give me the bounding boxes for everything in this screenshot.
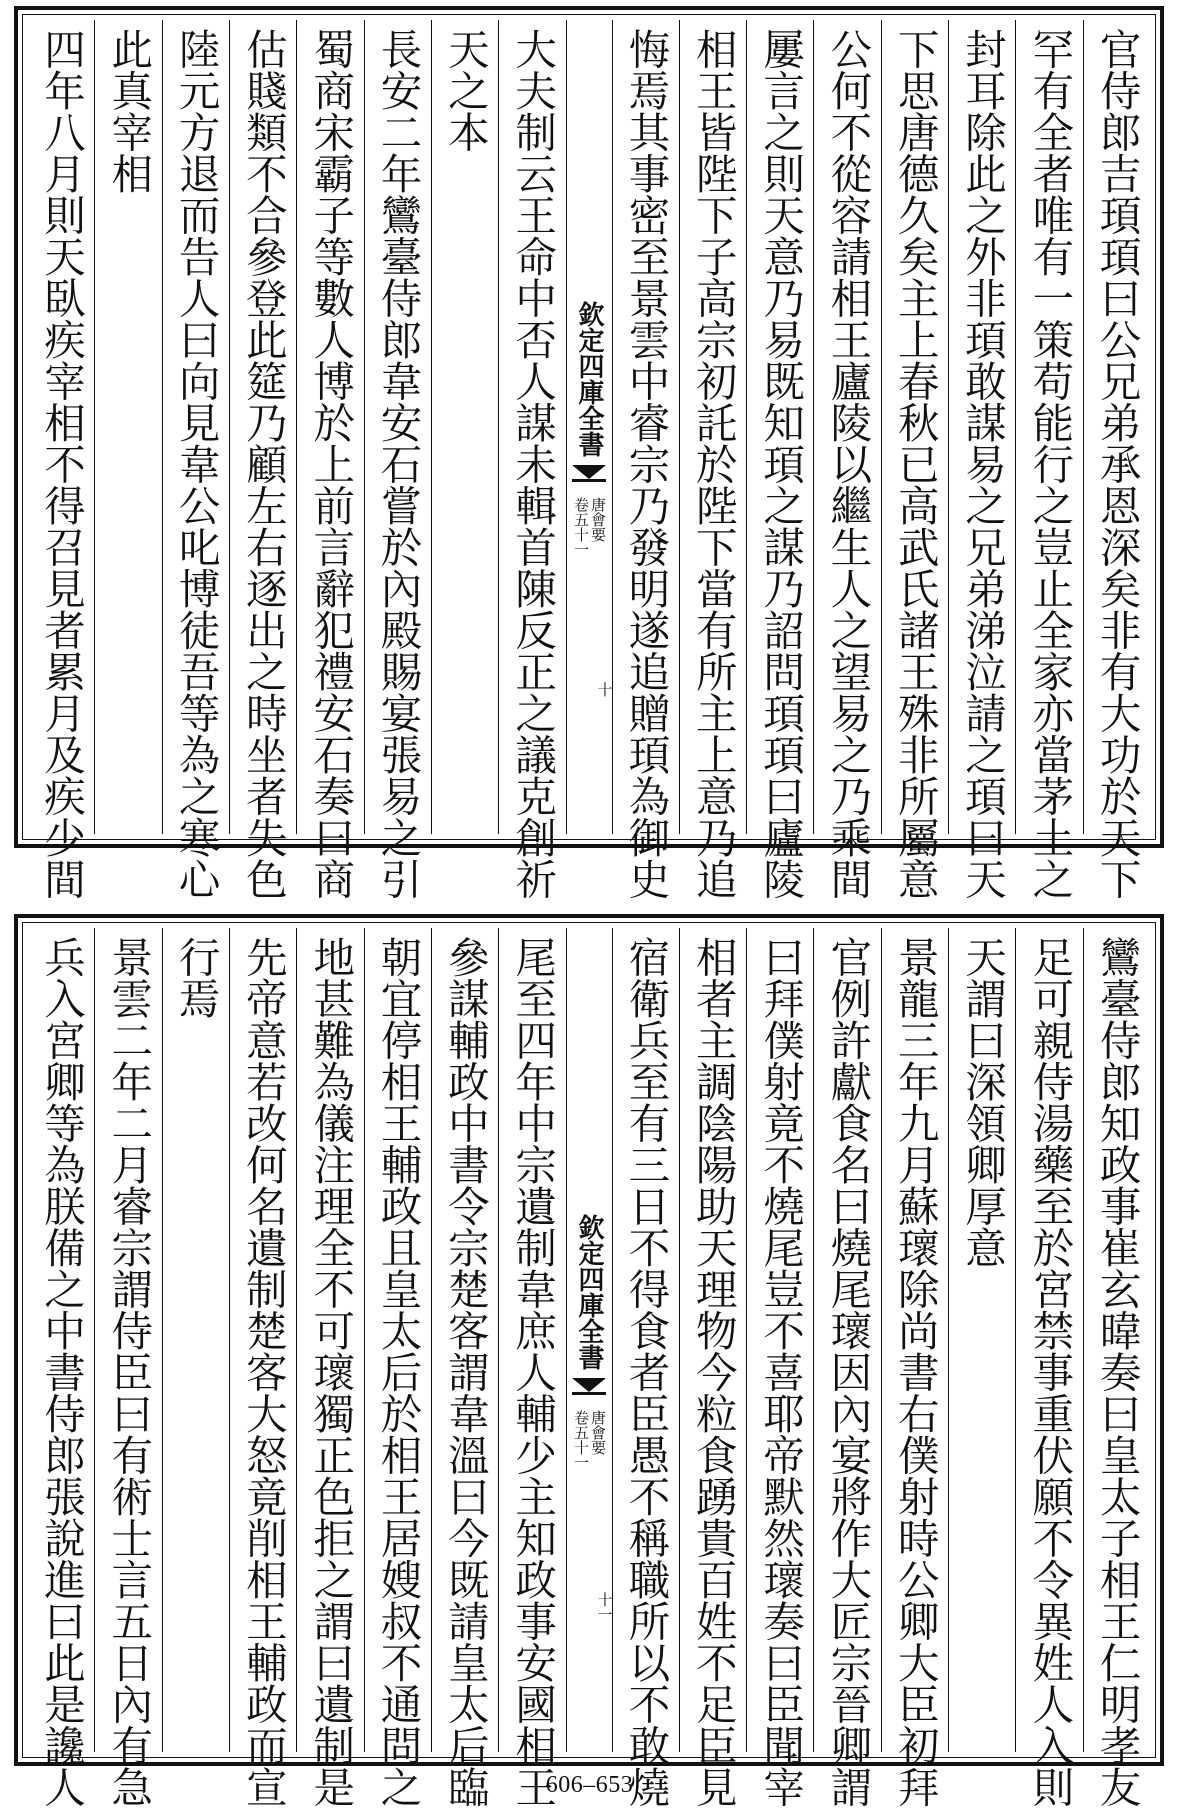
footer-page-ref: 606–653 <box>545 1772 634 1798</box>
column-text: 相王皆陛下子高宗初託於陛下當有所主上意乃追 <box>688 28 738 900</box>
column-text: 蜀商宋霸子等數人博於上前言辭犯禮安石奏曰商 <box>306 28 356 900</box>
text-column <box>162 928 229 1752</box>
book-title: 欽定四庫全書 <box>574 301 604 457</box>
page-number: 十 <box>595 682 614 697</box>
text-column <box>94 928 161 1808</box>
column-text: 地甚難為儀注理全不可瓌獨正色拒之謂曰遺制是 <box>306 936 356 1808</box>
column-text: 鸞臺侍郎知政事崔玄暐奏曰皇太子相王仁明孝友 <box>1092 936 1142 1808</box>
text-column <box>229 928 296 1808</box>
text-column <box>1083 20 1150 900</box>
column-text: 景龍三年九月蘇瓌除尚書右僕射時公卿大臣初拜 <box>890 936 940 1808</box>
text-column <box>431 928 498 1808</box>
text-column <box>948 20 1015 900</box>
column-text: 長安二年鸞臺侍郎韋安石嘗於內殿賜宴張易之引 <box>373 28 423 900</box>
chapter-info <box>573 1410 605 1470</box>
column-text: 景雲二年二月睿宗謂侍臣曰有術士言五日內有急 <box>104 936 154 1808</box>
center-fold <box>566 928 612 1752</box>
column-text: 罕有全者唯有一策苟能行之豈止全家亦當茅土之 <box>1025 28 1075 900</box>
column-text: 大夫制云王命中否人謀未輯首陳反正之議克創祈 <box>508 28 558 900</box>
text-column <box>162 20 229 900</box>
chapter-info <box>573 497 605 557</box>
text-column <box>296 20 363 900</box>
text-column <box>948 928 1015 1752</box>
top-page <box>14 6 1164 900</box>
page-number: 十一 <box>595 1592 614 1622</box>
text-column <box>881 928 948 1808</box>
volume-number: 卷五十一 <box>572 497 590 557</box>
fish-tail-icon <box>572 1378 606 1404</box>
column-text: 行焉 <box>171 936 221 1019</box>
book-name: 唐會要 <box>589 1410 607 1455</box>
text-column <box>612 928 679 1808</box>
column-text: 屢言之則天意乃易既知頊之謀乃詔問頊頊曰廬陵 <box>756 28 806 900</box>
text-column <box>364 928 431 1808</box>
column-text: 尾至四年中宗遺制韋庶人輔少主知政事安國相王 <box>508 936 558 1808</box>
column-text: 官侍郎吉頊頊曰公兄弟承恩深矣非有大功於天下 <box>1092 28 1142 900</box>
text-column <box>679 20 746 900</box>
column-text: 陸元方退而告人曰向見韋公叱博徒吾等為之寒心 <box>171 28 221 900</box>
text-column <box>296 928 363 1808</box>
text-column <box>881 20 948 900</box>
column-text: 天之本 <box>440 28 490 153</box>
book-name: 唐會要 <box>589 497 607 542</box>
text-column <box>28 20 94 900</box>
text-column <box>28 928 94 1808</box>
text-column <box>746 928 813 1808</box>
column-text: 先帝意若改何名遺制楚客大怒竟削相王輔政而宣 <box>238 936 288 1808</box>
column-text: 相者主調陰陽助天理物今粒食踴貴百姓不足臣見 <box>688 936 738 1808</box>
fish-tail-icon <box>572 465 606 491</box>
column-text: 悔焉其事密至景雲中睿宗乃發明遂追贈頊為御史 <box>621 28 671 900</box>
center-fold <box>566 20 612 834</box>
text-column <box>229 20 296 900</box>
column-text: 封耳除此之外非頊敢謀易之兄弟涕泣請之頊曰天 <box>958 28 1008 900</box>
text-column <box>1015 20 1082 900</box>
text-column <box>364 20 431 900</box>
text-column <box>813 20 880 900</box>
column-text: 估賤類不合參登此筵乃顧左右逐出之時坐者失色 <box>238 28 288 900</box>
column-text: 四年八月則天臥疾宰相不得召見者累月及疾少間 <box>36 28 86 900</box>
top-columns <box>28 20 1150 900</box>
text-column <box>813 928 880 1808</box>
text-column <box>498 20 565 900</box>
column-text: 天謂曰深領卿厚意 <box>958 936 1008 1268</box>
text-column <box>1015 928 1082 1808</box>
column-text: 曰拜僕射竟不燒尾豈不喜耶帝默然瓌奏曰臣聞宰 <box>756 936 806 1808</box>
column-text: 公何不從容請相王廬陵以繼生人之望易之乃乘間 <box>823 28 873 900</box>
book-title: 欽定四庫全書 <box>574 1214 604 1370</box>
text-column <box>431 20 498 834</box>
text-column <box>1083 928 1150 1808</box>
column-text: 此真宰相 <box>104 28 154 194</box>
column-text: 官例許獻食名曰燒尾瓌因內宴將作大匠宗晉卿謂 <box>823 936 873 1808</box>
column-text: 宿衛兵至有三日不得食者臣愚不稱職所以不敢燒 <box>621 936 671 1808</box>
text-column <box>612 20 679 900</box>
text-column <box>746 20 813 900</box>
column-text: 兵入宮卿等為朕備之中書侍郎張說進曰此是讒人 <box>36 936 86 1808</box>
text-column <box>498 928 565 1808</box>
volume-number: 卷五十一 <box>572 1410 590 1470</box>
text-column <box>679 928 746 1808</box>
column-text: 下思唐德久矣主上春秋已高武氏諸王殊非所屬意 <box>890 28 940 900</box>
text-column <box>94 20 161 834</box>
column-text: 參謀輔政中書令宗楚客謂韋溫曰今既請皇太后臨 <box>440 936 490 1808</box>
column-text: 足可親侍湯藥至於宮禁事重伏願不令異姓人入則 <box>1025 936 1075 1808</box>
column-text: 朝宜停相王輔政且皇太后於相王居嫂叔不通問之 <box>373 936 423 1808</box>
